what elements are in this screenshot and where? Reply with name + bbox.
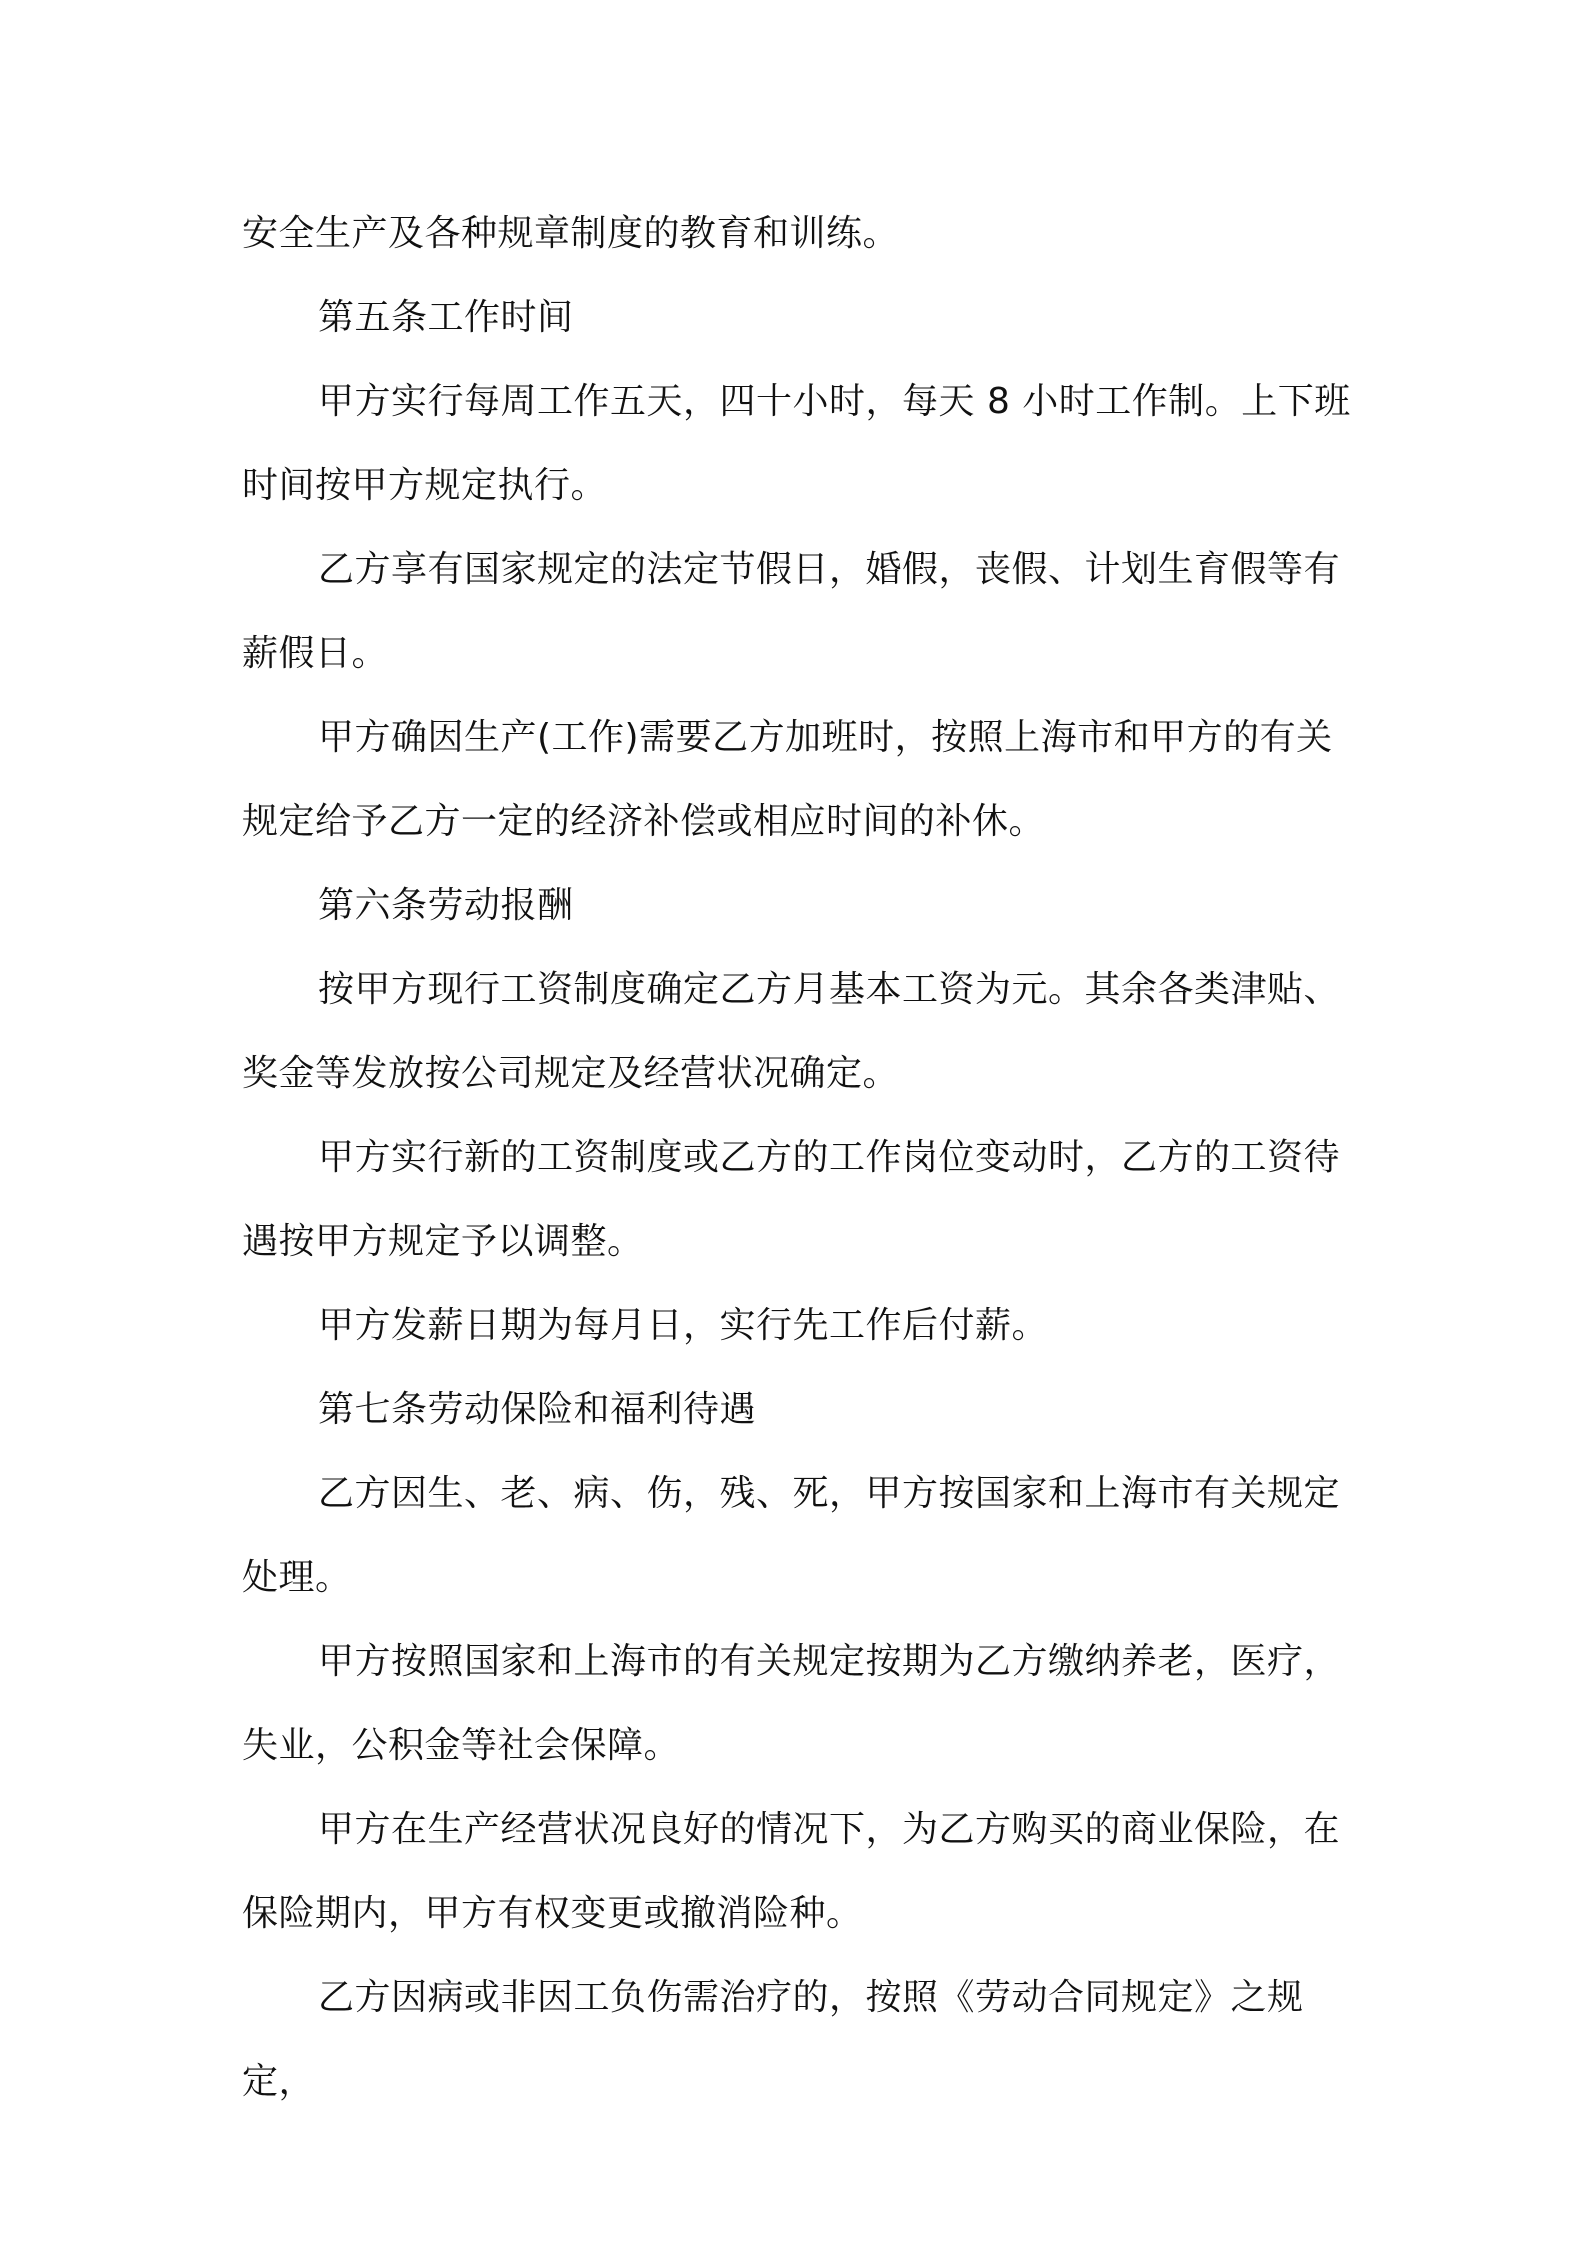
paragraph-text: 按甲方现行工资制度确定乙方月基本工资为元。其余各类津贴、奖金等发放按公司规定及经营状况确定。 bbox=[242, 969, 1341, 1094]
paragraph-text: 乙方享有国家规定的法定节假日，婚假，丧假、计划生育假等有薪假日。 bbox=[242, 549, 1341, 674]
document-body bbox=[242, 192, 1362, 2124]
paragraph-text: 乙方因病或非因工负伤需治疗的，按照《劳动合同规定》之规定， bbox=[242, 1977, 1304, 2102]
paragraph-text: 甲方实行每周工作五天，四十小时，每天 8 小时工作制。上下班时间按甲方规定执行。 bbox=[242, 381, 1351, 506]
article-heading-5: 第五条工作时间 bbox=[318, 297, 574, 338]
paragraph-text: 安全生产及各种规章制度的教育和训练。 bbox=[242, 213, 900, 254]
paragraph-text: 甲方实行新的工资制度或乙方的工作岗位变动时，乙方的工资待遇按甲方规定予以调整。 bbox=[242, 1137, 1341, 1262]
paragraph-text: 甲方按照国家和上海市的有关规定按期为乙方缴纳养老，医疗，失业，公积金等社会保障。 bbox=[242, 1641, 1341, 1766]
paragraph-text: 甲方在生产经营状况良好的情况下，为乙方购买的商业保险，在保险期内，甲方有权变更或撤消险种。 bbox=[242, 1809, 1341, 1934]
paragraph-text: 甲方发薪日期为每月日，实行先工作后付薪。 bbox=[318, 1305, 1049, 1346]
paragraph-text: 甲方确因生产(工作)需要乙方加班时，按照上海市和甲方的有关规定给予乙方一定的经济补偿或相应时间的补休。 bbox=[242, 717, 1333, 842]
article-heading-7: 第七条劳动保险和福利待遇 bbox=[318, 1389, 757, 1430]
paragraph-text: 乙方因生、老、病、伤，残、死，甲方按国家和上海市有关规定处理。 bbox=[242, 1473, 1341, 1598]
article-heading-6: 第六条劳动报酬 bbox=[318, 885, 574, 926]
